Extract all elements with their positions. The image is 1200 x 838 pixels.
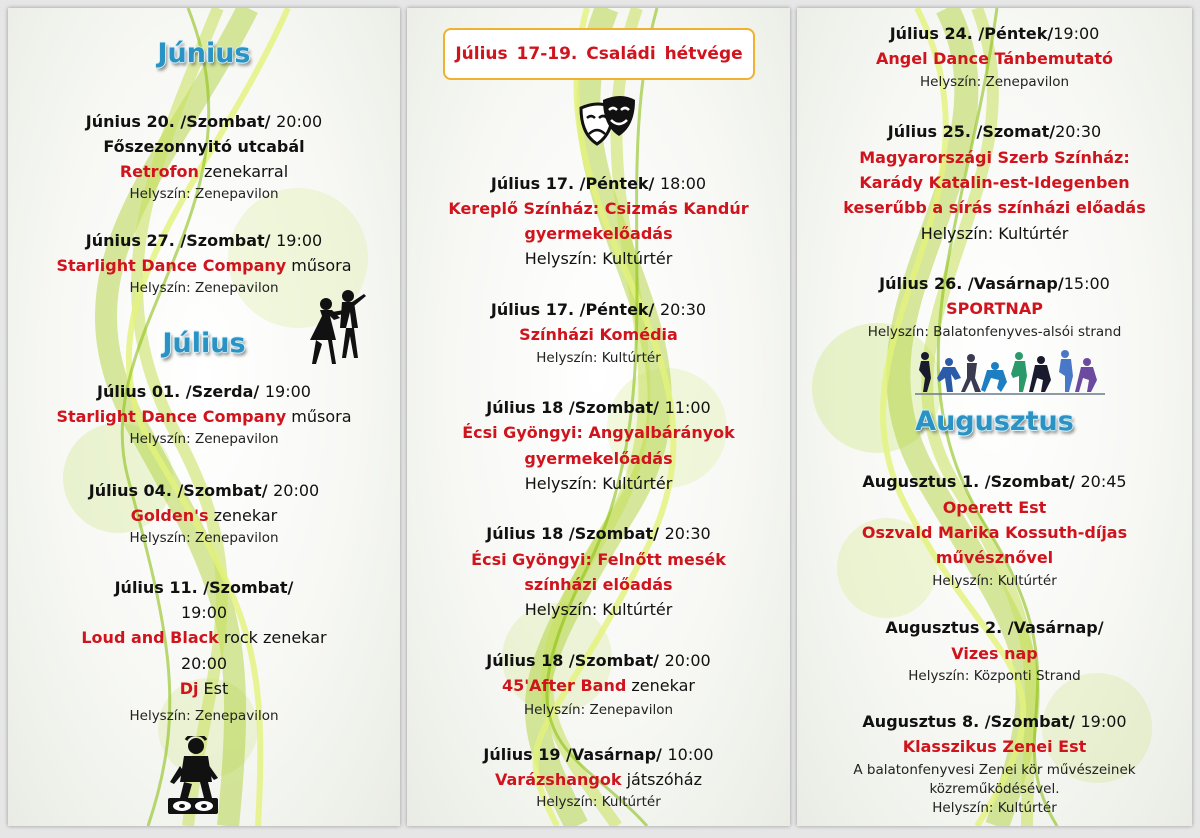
event-venue: Helyszín: Kultúrtér <box>524 249 673 268</box>
event-venue: Helyszín: Központi Strand <box>908 668 1081 684</box>
event-date: Augusztus 1. /Szombat/ 20:45 <box>862 472 1127 491</box>
event-venue: Helyszín: Zenepavilon <box>919 74 1070 90</box>
event-title: színházi előadás <box>524 575 673 594</box>
event-date: Július 04. /Szombat/ 20:00 <box>88 481 320 500</box>
event-venue: Helyszín: Kultúrtér <box>524 474 673 493</box>
event-title: Vizes nap <box>951 644 1038 663</box>
event-title: SPORTNAP <box>946 299 1043 318</box>
event-title: Écsi Gyöngyi: Felnőtt mesék <box>471 550 726 569</box>
event-venue: Helyszín: Kultúrtér <box>920 224 1069 243</box>
dj-icon <box>166 736 220 818</box>
event-performer: Starlight Dance Company műsora <box>56 407 352 426</box>
event-title: gyermekelőadás <box>524 224 673 243</box>
event-title: Kereplő Színház: Csizmás Kandúr <box>448 199 749 218</box>
event-venue: Helyszín: Kultúrtér <box>536 350 661 366</box>
event-title: keserűbb a sírás színházi előadás <box>843 198 1146 217</box>
event-venue: Helyszín: Zenepavilon <box>129 431 279 447</box>
event-title: Operett Est <box>942 498 1047 517</box>
event-date: Június 20. /Szombat/ 20:00 <box>85 112 323 131</box>
event-venue: Helyszín: Zenepavilon <box>129 708 279 724</box>
event-venue: Helyszín: Balatonfenyves-alsói strand <box>867 324 1122 340</box>
event-date: Július 26. /Vasárnap/15:00 <box>879 274 1110 293</box>
event-title: Főszezonnyitó utcabál <box>103 137 305 156</box>
event-venue: Helyszín: Zenepavilon <box>129 530 279 546</box>
event-title: Klasszikus Zenei Est <box>902 737 1087 756</box>
family-weekend-panel <box>407 8 790 826</box>
event-date: Július 17. /Péntek/ 20:30 <box>490 300 707 319</box>
event-date: Július 11. /Szombat/ <box>114 578 294 597</box>
july-heading: Július <box>162 328 246 359</box>
june-heading: Június <box>157 38 251 69</box>
event-date: Június 27. /Szombat/ 19:00 <box>85 231 323 250</box>
event-venue: Helyszín: Zenepavilon <box>129 186 279 202</box>
event-date: Július 01. /Szerda/ 19:00 <box>97 382 311 401</box>
event-time: 20:00 <box>180 654 228 673</box>
event-title: gyermekelőadás <box>524 449 673 468</box>
event-performer: Starlight Dance Company műsora <box>56 256 352 275</box>
event-title: Magyarországi Szerb Színház: <box>859 148 1130 167</box>
june-july-panel <box>8 8 400 826</box>
event-performer: Golden's zenekar <box>130 506 278 525</box>
event-date: Július 18 /Szombat/ 20:30 <box>486 524 711 543</box>
event-date: Július 18 /Szombat/ 11:00 <box>486 398 711 417</box>
event-date: Július 24. /Péntek/19:00 <box>889 24 1100 43</box>
event-date: Július 17. /Péntek/ 18:00 <box>490 174 707 193</box>
event-date: Július 19 /Vasárnap/ 10:00 <box>483 745 714 764</box>
event-venue: Helyszín: Kultúrtér <box>932 800 1057 816</box>
event-performer: Loud and Black rock zenekar <box>81 628 327 647</box>
event-date: Július 25. /Szomat/20:30 <box>887 122 1102 141</box>
theater-masks-icon <box>577 94 639 150</box>
event-venue: Helyszín: Zenepavilon <box>523 702 674 718</box>
july-august-panel <box>797 8 1192 826</box>
event-performer: Varázshangok játszóház <box>495 770 702 789</box>
event-venue: Helyszín: Zenepavilon <box>129 280 279 296</box>
event-date: Augusztus 2. /Vasárnap/ <box>885 618 1104 637</box>
event-date: Július 18 /Szombat/ 20:00 <box>486 651 711 670</box>
event-title: Karády Katalin-est-Idegenben <box>859 173 1130 192</box>
event-performer: 45'After Band zenekar <box>502 676 695 695</box>
event-performer: Dj Est <box>179 679 229 698</box>
event-title: Angel Dance Tánbemutató <box>876 49 1113 68</box>
event-venue: Helyszín: Kultúrtér <box>536 794 661 810</box>
event-venue: Helyszín: Kultúrtér <box>524 600 673 619</box>
event-performer: Retrofon zenekarral <box>119 162 289 181</box>
event-title: Oszvald Marika Kossuth-díjas <box>861 523 1128 542</box>
event-title: Écsi Gyöngyi: Angyalbárányok <box>462 423 735 442</box>
event-title: művésznővel <box>935 548 1054 567</box>
event-note: A balatonfenyvesi Zenei kör művészeinek <box>853 762 1136 778</box>
family-weekend-banner: Július 17-19. Családi hétvége <box>443 28 755 80</box>
sports-silhouettes-icon <box>915 348 1105 396</box>
august-heading: Augusztus <box>915 406 1074 437</box>
event-note: közreműködésével. <box>929 781 1060 797</box>
event-time: 19:00 <box>180 603 228 622</box>
event-date: Augusztus 8. /Szombat/ 19:00 <box>862 712 1127 731</box>
event-venue: Helyszín: Kultúrtér <box>932 573 1057 589</box>
event-title: Színházi Komédia <box>519 325 678 344</box>
